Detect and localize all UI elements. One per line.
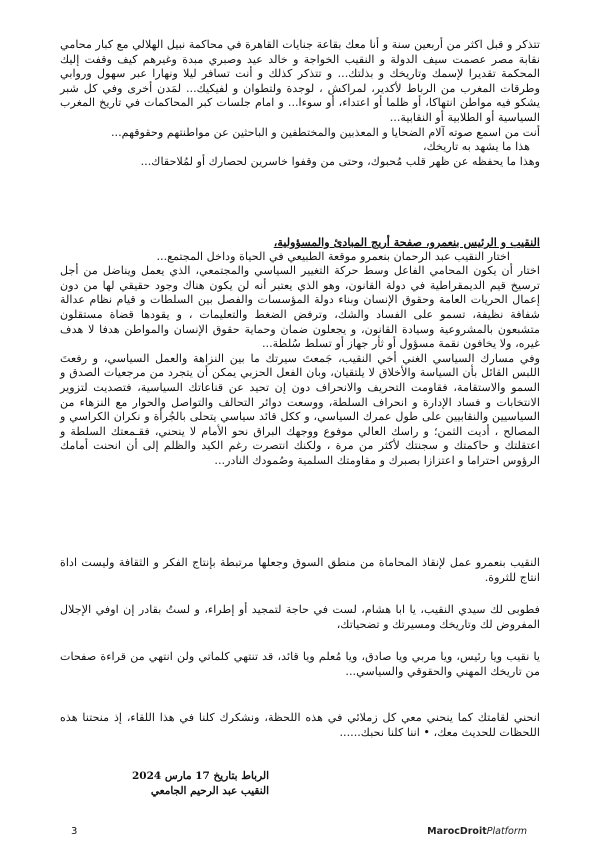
brand-suffix: Platform <box>486 826 527 837</box>
intro-paragraph: هذا ما يشهد به تاريخك، <box>422 140 530 154</box>
page-number: 3 <box>71 826 78 837</box>
intro-paragraph: أنت من اسمع صوته آلام الضحايا و المعذبين والمختطفين و الباحثين عن مواطنتهم وحقوقهم... <box>111 125 540 139</box>
intro-paragraph: تتذكر و قبل اكثر من أربعين سنة و أنا معك بقاعة جنايات القاهرة في محاكمة نبيل الهلالي مع كبار محامي نقابة مصر عصمت سيف الدولة و النقيب الخواجة و خالد عيد وصبري مبدة وغيرهم كيف وقفت إليك المحكمة تقديرا لإسمك وتاريخك و بذلتك... و تتذكر كذلك و أنت تسافر ليلا ونهارا عبر سهول وروابي وطرقات المغرب من الرباط لأكدير، لمراكش ، لوجدة ولتطوان و لفيكيك... لمَدن أخرى وفي كل شبر يشكو فيه مواطن انتهاكا، أو ظلما أو اعتداء، أو سوءا... و امام جلسات كبر المحاكمات في تاريخ المغرب السياسية أو الطلابية أو النقابية... <box>60 38 540 124</box>
section-block <box>60 235 540 469</box>
section-heading: النقيب و الرئيس بنعمرو، صفحة أريج المبادئ والمسؤولية، <box>273 235 540 249</box>
section-paragraph: يا نقيب ويا رئيس، ويا مربي ويا صادق، ويا مُعلم ويا قائد، قد تنتهي كلماتي ولن انتهي من قراءة صفحات من تاريخك المهني والحقوقي والسياسي... <box>60 650 540 678</box>
section-paragraph: اختار النقيب عبد الرحمان بنعمرو موقعة الطبيعي في الحياة وداخل المجتمع... <box>156 249 510 263</box>
section-paragraph: انحني لقامتك كما ينحني معي كل زملائي في هذه اللحظة، ونشكرك كلنا في هذا اللقاء، إذ منحتنا هذه اللحظات للحديث معك، • اننا كلنا نحبك...... <box>60 711 540 739</box>
brand-logo <box>427 826 527 837</box>
closing-block <box>60 556 540 585</box>
tribute-block <box>60 603 540 632</box>
brand-main: MarocDroit <box>427 826 487 837</box>
section-paragraph: النقيب بنعمرو عمل لإنقاذ المحاماة من منطق السوق وجعلها مرتبطة بإنتاج الفكر و الثقافة وليست اداة انتاج للثروة. <box>60 556 540 584</box>
address-block <box>60 650 540 679</box>
signature-date: الرباط بتاريخ 17 مارس 2024 <box>131 770 269 782</box>
section-paragraph: اختار أن يكون المحامي الفاعل وسط حركة التغيير السياسي والمجتمعي، الذي يعمل ويناضل من أجل ترسيخ قيم الديمقراطية في دولة القانون، وهو الذي يعتبر أنه لن يكون هناك وجود حقيقي لها من دون إعمال الحريات العامة وحقوق الإنسان وبناء دولة المؤسسات والفصل بين السلطات و قيام نظام عدالة شفافة نظيفة، تسمو على الفساد والشك، وترفض الضغط والتعليمات ، و يقودها قضاة مستقلون متشبعون بالمشروعية وسيادة القانون، و يجعلون ضمان وحماية حقوق الإنسان والمواطن هدفا لا هدف غيره، ولا يخافون نقمة مسؤول أو ثأر جهاز أو تسلط سُلطة... <box>60 264 540 351</box>
signature-author: النقيب عبد الرحيم الجامعي <box>150 785 269 797</box>
intro-block <box>60 38 540 169</box>
section-paragraph: فطوبى لك سيدي النقيب، يا ابا هشام، لست في حاجة لتمجيد أو إطراء، و لستُ بقادر إن اوفي الإجلال المفروض لك وتاريخك ومسيرتك و تضحياتك، <box>60 603 540 631</box>
farewell-block <box>60 711 540 740</box>
section-paragraph: وفي مسارك السياسي الغني أخي النقيب، جَمعتَ سيرتك ما بين النزاهة والعمل السياسي، و رفعتَ اللبس القائل بأن السياسة والأخلاق لا يلتقيان، وبان الفعل الحزبي يمكن أن يتجرد من مرجعيات الصدق و السمو والاستقامة، فقاومت التحريف والانحراف دون إن تحيد عن قناعاتك السياسية، فتصديت لتزوير الانتخابات و فساد الإدارة و انحراف السلطة، ووسعت دوائر التحالف والتواصل والحوار مع النزهاء من السياسيين والنقابيين على طول عمرك السياسي، و ككل قائد سياسي يتحلى بالجُرأة و نكران الكراسي و المصالح ، أديت الثمن؛ و راسك العالي موفوع ووجهك البراق نحو الأمام لا ينحني، فقـمعتك السلطة و اعتقلتك و حاكمتك و سجنتك لأكثر من مرة ، ولكنك انتصرت رغم الكيد والظلم إلى أن انحنت أمامك الرؤوس احتراما و اعتزازا بصبرك و مقاومتك السلمية وصُمودك النادر... <box>60 351 540 467</box>
intro-paragraph: وهذا ما يحفظه عن ظهر قلب مُحبوك، وحتى من وقفوا خاسرين لحصارك أو لمُلاحقاك... <box>140 154 540 168</box>
